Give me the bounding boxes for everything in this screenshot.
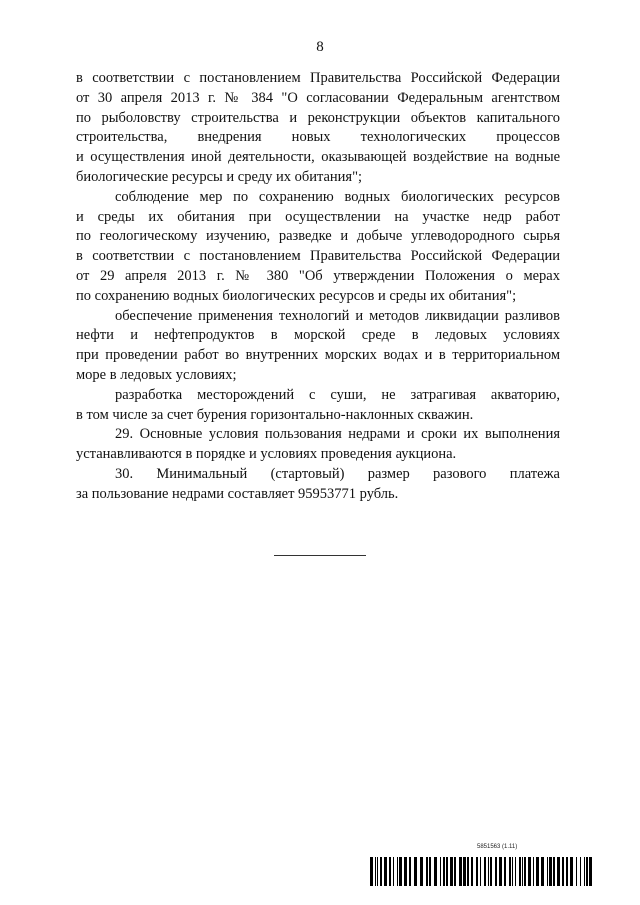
barcode-bar <box>459 857 462 886</box>
barcode-bar <box>429 857 431 886</box>
barcode-bar <box>586 857 588 886</box>
text-line: в соответствии с постановлением Правительства Российской Федерации <box>76 248 560 265</box>
barcode <box>370 857 593 886</box>
text-line: строительства, внедрения новых технологических процессов <box>76 129 560 146</box>
paragraph-continuation <box>76 69 560 188</box>
barcode-bar <box>488 857 489 886</box>
barcode-bar <box>389 857 391 886</box>
barcode-bar <box>533 857 534 886</box>
barcode-bar <box>384 857 387 886</box>
barcode-bar <box>454 857 456 886</box>
barcode-bar <box>576 857 577 886</box>
barcode-bar <box>495 857 497 886</box>
barcode-bar <box>504 857 506 886</box>
barcode-bar <box>471 857 473 886</box>
barcode-bar <box>515 857 516 886</box>
end-separator <box>274 555 366 556</box>
text-line: море в ледовых условиях; <box>76 366 237 383</box>
barcode-bar <box>557 857 560 886</box>
barcode-bar <box>512 857 513 886</box>
barcode-bar <box>580 857 581 886</box>
text-line: при проведении работ во внутренних морских водах и в территориальном <box>76 347 560 364</box>
page-number: 8 <box>316 39 324 55</box>
text-line: от 30 апреля 2013 г. № 384 "О согласовании Федеральным агентством <box>76 89 560 106</box>
text-line: соблюдение мер по сохранению водных биологических ресурсов <box>115 188 560 205</box>
barcode-bar <box>480 857 481 886</box>
barcode-bar <box>566 857 568 886</box>
barcode-bar <box>536 857 539 886</box>
text-line: 29. Основные условия пользования недрами и сроки их выполнения <box>115 426 560 443</box>
barcode-bar <box>414 857 417 886</box>
barcode-bar <box>484 857 486 886</box>
paragraph-oil-spill <box>76 307 560 386</box>
barcode-bar <box>450 857 453 886</box>
barcode-bar <box>476 857 478 886</box>
text-line: и осуществления иной деятельности, оказывающей воздействие на водные <box>76 149 560 166</box>
text-line: обеспечение применения технологий и методов ликвидации разливов <box>115 307 560 324</box>
barcode-bar <box>562 857 564 886</box>
text-line: по рыболовству строительства и реконструкции объектов капитального <box>76 109 560 126</box>
document-code: 5851563 (1.11) <box>477 844 518 850</box>
text-line: в соответствии с постановлением Правительства Российской Федерации <box>76 70 560 86</box>
barcode-bar <box>499 857 502 886</box>
barcode-bar <box>443 857 445 886</box>
barcode-bar <box>541 857 544 886</box>
barcode-bar <box>522 857 523 886</box>
barcode-bar <box>519 857 521 886</box>
clause-30 <box>76 465 560 505</box>
barcode-bar <box>397 857 398 886</box>
text-line: устанавливаются в порядке и условиях проведения аукциона. <box>76 446 457 463</box>
text-line: по геологическому изучению, разведке и добыче углеводородного сырья <box>76 228 560 245</box>
barcode-bar <box>528 857 531 886</box>
barcode-bar <box>570 857 573 886</box>
text-line: по сохранению водных биологических ресурсов и среды их обитания"; <box>76 287 517 304</box>
barcode-bar <box>420 857 423 886</box>
barcode-bar <box>553 857 555 886</box>
barcode-bar <box>404 857 407 886</box>
barcode-bar <box>584 857 585 886</box>
text-line: в том числе за счет бурения горизонтально-наклонных скважин. <box>76 406 474 423</box>
barcode-bar <box>467 857 469 886</box>
barcode-bar <box>377 857 378 886</box>
barcode-bar <box>393 857 394 886</box>
text-line: 30. Минимальный (стартовый) размер разового платежа <box>115 465 560 482</box>
barcode-bar <box>370 857 373 886</box>
barcode-bar <box>490 857 492 886</box>
barcode-bar <box>463 857 466 886</box>
barcode-bar <box>589 857 592 886</box>
text-line: нефти и нефтепродуктов в морской среде в ледовых условиях <box>76 327 560 344</box>
clause-29 <box>76 425 560 465</box>
barcode-bar <box>549 857 552 886</box>
barcode-bar <box>380 857 382 886</box>
body-text <box>76 69 560 505</box>
barcode-bar <box>440 857 441 886</box>
text-line: и среды их обитания при осуществлении на участке недр работ <box>76 208 560 225</box>
barcode-bar <box>509 857 511 886</box>
barcode-bar <box>399 857 402 886</box>
barcode-bar <box>409 857 411 886</box>
barcode-bar <box>434 857 437 886</box>
text-line: за пользование недрами составляет 95953771 рубль. <box>76 485 399 502</box>
barcode-bar <box>426 857 428 886</box>
barcode-bar <box>524 857 526 886</box>
paragraph-water-resources <box>76 188 560 307</box>
barcode-bar <box>446 857 448 886</box>
text-line: от 29 апреля 2013 г. № 380 "Об утверждении Положения о мерах <box>76 267 560 284</box>
text-line: биологические ресурсы и среду их обитания"; <box>76 168 363 185</box>
barcode-bar <box>547 857 548 886</box>
text-line: разработка месторождений с суши, не затрагивая акваторию, <box>115 386 560 403</box>
paragraph-onshore-development <box>76 386 560 426</box>
barcode-bar <box>375 857 376 886</box>
